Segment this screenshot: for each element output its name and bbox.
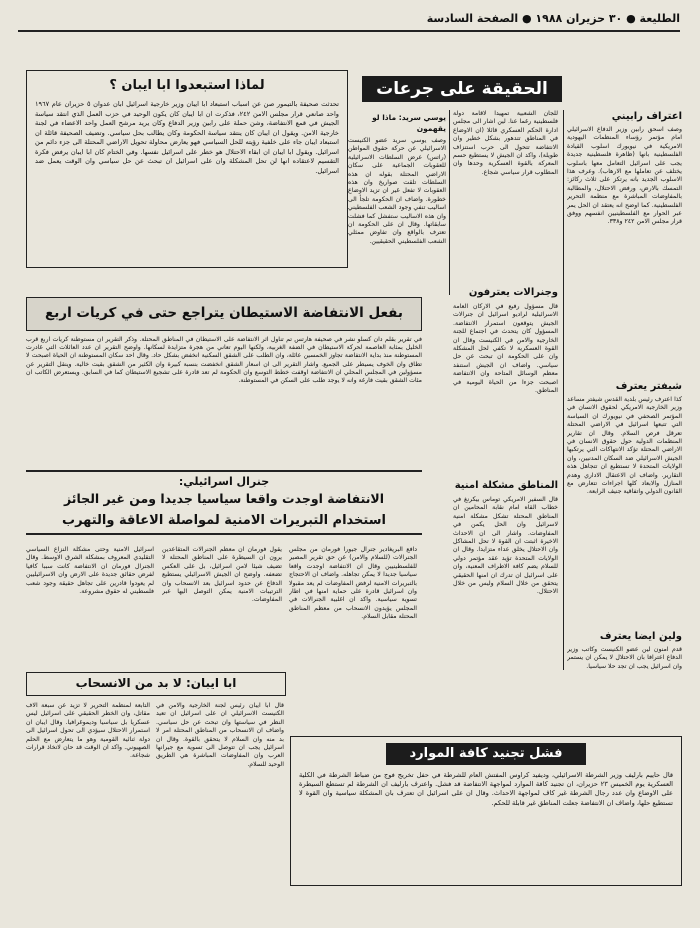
band1-body: في تقرير بقلم دان كسلو نشر في صحيفة هآرتس تم تناول اثر الانتفاضة على الاستيطان في المناطق المحتلة. وذكر التقرير ان مستوطنة كريات اربع قرب الخليل بمثابة العاصمة لحركة الاستيطان في الضفة الغربية، ولكنها اليوم تعاني من هجرة متزايدة لسكانها. واوضح التقرير ان عدد العائلات التي غادرت المستوطنة منذ بداية الانتفاضة تجاوز الخمسين عائلة، وان الطلب على الشقق السكنية انخفض بشكل حاد. وقال احد سكان المستوطنة ان الحياة اصبحت لا تطاق وان الخوف يسيطر على الجميع. واشار التقرير الى ان اسعار الشقق انخفضت بنسبة كبيرة وان الكثير من الشقق بقيت خالية. وينقل التقرير عن مسؤولين في المجلس المحلي ان الانتفاضة اوقفت خطط التوسع وان الحكومة لم تعد قادرة على تشجيع الاستيطان كما في السابق. ويستعرض الكاتب ان مئات الشقق بقيت فارغة وانه لا يوجد طلب على السكن في المستوطنة. bbox=[26, 336, 422, 385]
band2-text-middle: يقول فورمان ان معظم الجنرالات المتقاعدين يرون ان السيطرة على المناطق المحتلة لا تضيف شيئا لامن اسرائيل، بل على العكس تضعفه. واوضح ان الجيش الاسرائيلي يستطيع الدفاع عن حدود اسرائيل بعد الانسحاب وان الترتيبات الامنية يمكن التوصل اليها عبر المفاوضات. bbox=[162, 546, 282, 604]
eban-col-left bbox=[26, 702, 150, 902]
band2-col-left bbox=[26, 546, 154, 656]
eban-headline-box bbox=[26, 672, 286, 696]
band2-header bbox=[26, 474, 422, 542]
band2-text-left: اسرائيل الامنية وحتى مشكلة النزاع السياسي التقليدي المعروف بمشكلة الشرق الاوسط. وقال الجنرال فورمان ان الانتفاضة كانت سببا كافيا لفرض حقائق جديدة على الارض وان الاسرائيليين لم يعودوا قادرين على تجاهل حقيقة وجود شعب فلسطيني له حقوق مشروعة. bbox=[26, 546, 154, 596]
main-headline: الحقيقة على جرعات bbox=[362, 76, 562, 102]
top-left-headline: لماذا استبعدوا ابا ايبان ؟ bbox=[109, 78, 265, 93]
yossi-body: وصف يوسي سريد عضو الكنيست الاسرائيلي عن حركة حقوق المواطن (راتس) عرض السلطات الاسرائيلية للعقوبات الجماعية على سكان الاراضي المحتلة بقوله ان هذه السلطات تلقت صواريخ وان هذه العقوبات لا تفعل غير ان تزيد الاوضاع خطورة. واضاف ان الحكومة تلجأ الى اساليب تنفي وجود الشعب الفلسطيني وان هذه الاساليب ستفشل كما فشلت سابقاتها. وقال ان على الحكومة ان تعترف بالواقع وان تفاوض ممثلي الشعب الفلسطيني الحقيقيين. bbox=[348, 137, 446, 245]
header-rule bbox=[18, 30, 680, 32]
page-header bbox=[20, 10, 680, 28]
section-body: قدم امنون لين عضو الكنيست وكاتب وزير الدفاع اعترافا بان الاحتلال لا يمكن ان يستمر وان اسرائيل يجب ان تجد حلا سياسيا. bbox=[567, 646, 682, 670]
bottom-box-body: قال حاييم بارليف وزير الشرطة الاسرائيلي، وديفيد كراوس المفتش العام للشرطة في حفل تخريج فوج من ضباط الشرطة في الكلية العسكرية يوم الخميس ٢٣ حزيران، ان تجنيد كافة الموارد لمواجهة الانتفاضة قد فشل. واعترف بارليف ان الشرطة لم تستطع السيطرة على الاوضاع وان عدد رجال الشرطة غير كاف لمواجهة الاحداث. وقال ان على اسرائيل ان تعترف بان المشكلة سياسية وان القوة لا تستطيع حلها، واضاف ان الانتفاضة جعلت المناطق غير قابلة للحكم. bbox=[299, 771, 673, 807]
section-heading: المناطق مشكلة امنية bbox=[454, 480, 558, 491]
eban-body-right: قال ابا ايبان رئيس لجنة الخارجية والامن في الكنيست الاسرائيلي ان على اسرائيل ان تعيد النظر في سياستها وان تبحث عن حل سياسي. واضاف ان الانسحاب من المناطق المحتلة امر لا بد منه وان السلام لا يتحقق بالقوة. وقال ان اسرائيل يجب ان تتوصل الى تسوية مع جيرانها العرب وان المفاوضات المباشرة هي الطريق الوحيد للسلام. bbox=[156, 702, 284, 768]
section-heading: شيفتر يعترف bbox=[615, 381, 682, 392]
middle-intro: للجان الشعبية تمهيدا لاقامة دولة فلسطينية رغما عنا. لين اشار الى مجلس ادارة الحكم العسكري قائلا (ان الاوضاع في المناطق تتدهور بشكل خطير وان الانتفاضة تتحول الى حرب استنزاف طويلة)، واكد ان الجيش لا يستطيع حسم المعركة بالقوة العسكرية وحدها وان المطلوب قرار سياسي شجاع. bbox=[453, 110, 558, 176]
col-divider bbox=[563, 110, 564, 670]
top-left-box bbox=[26, 70, 348, 268]
section-heading: ولين ايضا يعترف bbox=[599, 631, 682, 642]
section-body: قال مسؤول رفيع في الاركان العامة الاسرائيلية لراديو اسرائيل ان جنرالات الجيش يتوقعون استمرار الانتفاضة. المسؤول كان يتحدث في اجتماع للجنة الخارجية والامن في الكنيست وقال ان القوة العسكرية لا تكفي لحل المشكلة وان على الحكومة ان تبحث عن حل سياسي. واضاف ان الجيش استنفد معظم الوسائل المتاحة وان الانتفاضة اصبحت جزءا من الحياة اليومية في المناطق. bbox=[453, 303, 558, 395]
yossi-subhead: يوسي سريد: ماذا لو يقهمون bbox=[372, 113, 446, 133]
section-body: قال السفير الامريكي توماس بيكرنغ في خطاب القاه امام نقابة المحامين ان المناطق المحتلة تشكل مشكلة امنية لاسرائيل وان الحل يكمن في المفاوضات. واشار الى ان الاحداث الاخيرة اثبتت ان القوة لا تحل المشاكل وان الاحتلال يخلق عداء متزايدا. وقال ان الولايات المتحدة تؤيد عقد مؤتمر دولي للسلام يضم كافة الاطراف المعنية، وان على اسرائيل ان تدرك ان امنها الحقيقي يتحقق من خلال السلام وليس من خلال الاحتلال. bbox=[453, 496, 558, 596]
bottom-box-headline: فشل تجنيد كافة الموارد bbox=[386, 743, 586, 765]
band2-text-right: دافع البريغادير جنرال جيورا فورمان من مجلس الجنرالات (للسلام والامن) عن حق تقرير المصير للفلسطينيين وقال ان الانتفاضة اوجدت واقعا سياسيا جديدا لا يمكن تجاهله. واضاف ان الاحتجاج بالتبريرات الامنية لرفض المفاوضات لم يعد مقبولا وان اسرائيل قادرة على حماية امنها في اطار تسوية سياسية. واكد ان اغلبية الجنرالات في المجلس يؤيدون الانسحاب من معظم المناطق المحتلة مقابل السلام. bbox=[289, 546, 417, 621]
band2-kicker: جنرال اسرائيلي: bbox=[178, 475, 270, 488]
eban-body-left: التابعة لمنظمة التحرير لا تزيد عن سبعة الاف مقاتل، وان الخطر الحقيقي على اسرائيل ليس عسكريا بل سياسيا وديموغرافيا. وقال ايبان ان استمرار الاحتلال سيؤدي الى تحول اسرائيل الى دولة ثنائية القومية وهو ما يتعارض مع الحلم الصهيوني. واكد ان الوقت قد حان لاتخاذ قرارات شجاعة. bbox=[26, 702, 150, 760]
section-heading: وجنرالات يعترفون bbox=[468, 287, 558, 298]
band2-headline1: الانتفاضة اوجدت واقعا سياسيا جديدا ومن غير الجائز bbox=[64, 491, 384, 506]
col-left-top bbox=[348, 112, 446, 292]
eban-col-right bbox=[156, 702, 284, 902]
header-line: الطليعة ● ٣٠ حزيران ١٩٨٨ ● الصفحة السادسة bbox=[426, 12, 680, 25]
band1-body-box bbox=[26, 336, 422, 466]
col-middle bbox=[453, 110, 558, 670]
section-body: كذا اعترف رئيس بلدية القدس شيفتر مساعد وزير الخارجية الامريكي لحقوق الانسان في المؤتمر الصحفي في نيويورك ان السياسة التي تتبعها اسرائيل في الاراضي المحتلة تعرقل فرص السلام. وقال ان تقارير المنظمات الدولية حول حقوق الانسان في الاراضي المحتلة تؤكد الانتهاكات التي يرتكبها الجيش الاسرائيلي ضد السكان المدنيين، وان الولايات المتحدة لا تستطيع ان تتجاهل هذه التقارير. واضاف ان الاعتقال الاداري وهدم المنازل والابعاد كلها اجراءات تتعارض مع القانون الدولي واتفاقية جنيف الرابعة. bbox=[567, 396, 682, 496]
section-body: وصف اسحق رابين وزير الدفاع الاسرائيلي امام مؤتمر رؤساء المنظمات اليهودية الامريكية في نيويورك اسلوب القيادة الفلسطينية بانها (ظاهرة فلسطينية جديدة يجب على اسرائيل التعامل معها باسلوب يختلف عن تعاملها مع الارهاب). وعرف هذا الاسلوب الجديد بانه يرتكز على ثلاث ركائز: التمسك بالارض، ورفض الاحتلال، والمطالبة بالمفاوضات المباشرة مع منظمة التحرير الفلسطينية. كما اوضح انه يعتقد ان الحل يمر عبر الحوار مع الفلسطينيين انفسهم ووفق قرار مجلس الامن ٢٤٢ و٣٣٨. bbox=[567, 126, 682, 226]
band1-headline: بفعل الانتفاضة الاستيطان يتراجع حتى في كريات اربع bbox=[45, 305, 403, 321]
bottom-box bbox=[290, 736, 682, 886]
band2-headline2: استخدام التبريرات الامنية لمواصلة الاعاقة والتهرب bbox=[26, 509, 422, 535]
band2-col-middle bbox=[162, 546, 282, 656]
band2-col-right bbox=[289, 546, 417, 656]
col-divider bbox=[449, 110, 450, 295]
top-left-body: تحدثت صحيفة بالتيمور صن عن اسباب استبعاد ابا ايبان وزير خارجية اسرائيل ابان عدوان ٥ حزيران عام ١٩٦٧ واحد صانعي قرار مجلس الامن ٢٤٢، فذكرت ان ابا ايبان كان يكون الوحيد في حزب العمل الذي انتقد سياسة الجيش في قمع الانتفاضة، وشن حملة على رابين وزير الدفاع وكان يريد مرشح العمل واحد الاعضاء في لجنة خارجية الامن. ويقول ان ايبان كان ينتقد سياسة الحكومة وكان يطالب بحل سياسي. وتضيف الصحيفة قائلة ان استبعاد ايبان جاء على خلفية رؤيته للحل السياسي فهو يعارض محاولة تحويل الاراضي المحتلة الى جزء دائم من اسرائيل. ويقول ابا ايبان ان ابقاء الاحتلال هو خطر على اسرائيل نفسها. وفي الختام كان ابا ايبان يرفض فكرة التقسيم لاعتقاده انها لن تحل المشكلة وان على اسرائيل ان تبحث عن حل سياسي وان الوقت يعمل ضد اسرائيل. bbox=[35, 100, 339, 175]
eban-headline: ابا ايبان: لا بد من الانسحاب bbox=[75, 676, 237, 690]
band1-headline-box bbox=[26, 297, 422, 331]
band-rule bbox=[26, 470, 422, 472]
col-right bbox=[567, 110, 682, 670]
section-heading: اعتراف رابيني bbox=[611, 111, 682, 122]
